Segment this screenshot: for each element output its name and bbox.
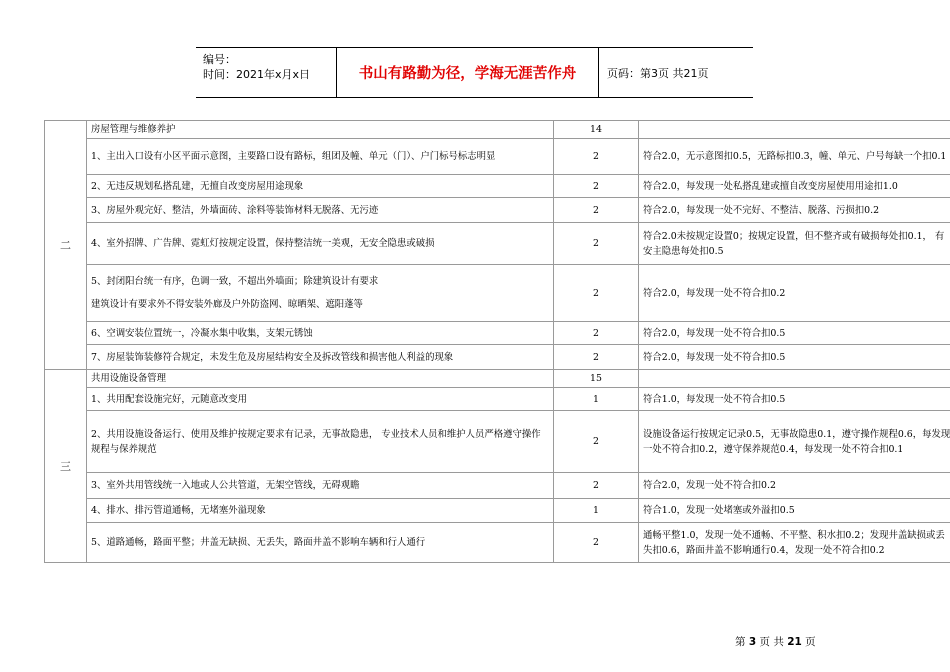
footer-total-pages: 21	[787, 636, 802, 648]
item-content: 4、排水、排污管道通畅，无堵塞外溢现象	[87, 499, 554, 523]
item-rule: 符合2.0，无示意图扣0.5，无路标扣0.3，幢、单元、户号每缺一个扣0.1	[639, 139, 950, 175]
item-score: 2	[554, 322, 639, 345]
item-content: 3、房屋外观完好、整洁，外墙面砖、涂料等装饰材料无脱落、无污迹	[87, 198, 554, 223]
section-header-row	[45, 370, 950, 388]
item-content: 4、室外招牌、广告牌、霓虹灯按规定设置，保持整洁统一美观，无安全隐患或破损	[87, 223, 554, 265]
header-motto: 书山有路勤为径，学海无涯苦作舟	[337, 48, 599, 97]
item-content: 1、共用配套设施完好，元随意改变用	[87, 388, 554, 411]
table-row	[45, 345, 950, 370]
item-rule: 符合2.0，每发现一处不符合扣0.2	[639, 265, 950, 322]
table-row	[45, 175, 950, 198]
item-rule: 符合2.0，每发现一处不完好、不整洁、脱落、污损扣0.2	[639, 198, 950, 223]
section-rule-empty	[639, 370, 950, 388]
item-content: 1、主出入口设有小区平面示意图，主要路口设有路标，组团及幢、单元（门）、户门标号标志明显	[87, 139, 554, 175]
table-row	[45, 523, 950, 563]
item-rule: 符合2.0，每发现一处不符合扣0.5	[639, 322, 950, 345]
footer-prefix: 第	[735, 636, 746, 648]
section-rule-empty	[639, 121, 950, 139]
item-rule: 符合2.0，发现一处不符合扣0.2	[639, 473, 950, 499]
table-row	[45, 411, 950, 473]
item-score: 2	[554, 345, 639, 370]
table-row	[45, 223, 950, 265]
item-rule: 符合2.0未按规定设置0；按规定设置，但不整齐或有破损每处扣0.1， 有安主隐患每处扣0.5	[639, 223, 950, 265]
item-content: 3、室外共用管线统一入地或人公共管道，无架空管线，无碍观瞻	[87, 473, 554, 499]
item-rule: 设施设备运行按规定记录0.5，无事故隐患0.1，遵守操作规程0.6，每发现一处不符合扣0.2，遵守保养规范0.4，每发现一处不符合扣0.1	[639, 411, 950, 473]
section-index: 二	[45, 121, 87, 370]
table-row	[45, 473, 950, 499]
header-page-label: 页码：第3页 共21页	[607, 66, 709, 80]
item-score: 2	[554, 265, 639, 322]
section-score: 14	[554, 121, 639, 139]
page-header	[196, 47, 753, 98]
table-row	[45, 388, 950, 411]
item-rule: 符合1.0，每发现一处不符合扣0.5	[639, 388, 950, 411]
header-time-label: 时间：2021年x月x日	[203, 68, 311, 81]
item-score: 2	[554, 223, 639, 265]
table-row	[45, 322, 950, 345]
item-rule: 符合1.0，发现一处堵塞或外溢扣0.5	[639, 499, 950, 523]
header-number-label: 编号：	[203, 53, 236, 66]
item-rule: 符合2.0，每发现一处私搭乱建或擅自改变房屋使用用途扣1.0	[639, 175, 950, 198]
item-score: 2	[554, 411, 639, 473]
footer-current-page: 3	[748, 636, 757, 648]
page-footer	[735, 634, 816, 649]
evaluation-table	[44, 120, 950, 563]
section-index: 三	[45, 370, 87, 563]
table-row	[45, 139, 950, 175]
section-title: 共用设施设备管理	[87, 370, 554, 388]
table-row	[45, 198, 950, 223]
section-score: 15	[554, 370, 639, 388]
item-content: 2、无违反规划私搭乱建，无擅自改变房屋用途现象	[87, 175, 554, 198]
table-row	[45, 499, 950, 523]
item-score: 2	[554, 175, 639, 198]
item-content	[87, 265, 554, 322]
table-row	[45, 265, 950, 322]
item-content: 7、房屋装饰装修符合规定，未发生危及房屋结构安全及拆改管线和损害他人利益的现象	[87, 345, 554, 370]
item-content: 6、空调安装位置统一，冷凝水集中收集，支架元锈蚀	[87, 322, 554, 345]
item-score: 2	[554, 198, 639, 223]
item-content-line1: 5、封闭阳台统一有序，色调一致，不超出外墙面；除建筑设计有要求	[91, 276, 379, 287]
item-score: 1	[554, 388, 639, 411]
item-score: 2	[554, 523, 639, 563]
footer-middle: 页 共	[759, 636, 784, 648]
item-rule: 符合2.0，每发现一处不符合扣0.5	[639, 345, 950, 370]
item-score: 2	[554, 139, 639, 175]
item-content: 5、道路通畅，路面平整；井盖无缺损、无丢失，路面井盖不影响车辆和行人通行	[87, 523, 554, 563]
section-title: 房屋管理与维修养护	[87, 121, 554, 139]
item-content: 2、共用设施设备运行、使用及维护按规定要求有记录，无事故隐患， 专业技术人员和维护人员严格遵守操作规程与保养规范	[87, 411, 554, 473]
item-content-line2: 建筑设计有要求外不得安装外廊及户外防盗网、晾晒架、遮阳蓬等	[91, 299, 363, 310]
item-score: 1	[554, 499, 639, 523]
header-meta	[196, 48, 337, 97]
footer-suffix: 页	[805, 636, 816, 648]
item-score: 2	[554, 473, 639, 499]
section-header-row	[45, 121, 950, 139]
item-rule: 通畅平整1.0，发现一处不通畅、不平整、积水扣0.2；发现井盖缺损或丢失扣0.6，路面井盖不影响通行0.4，发现一处不符合扣0.2	[639, 523, 950, 563]
